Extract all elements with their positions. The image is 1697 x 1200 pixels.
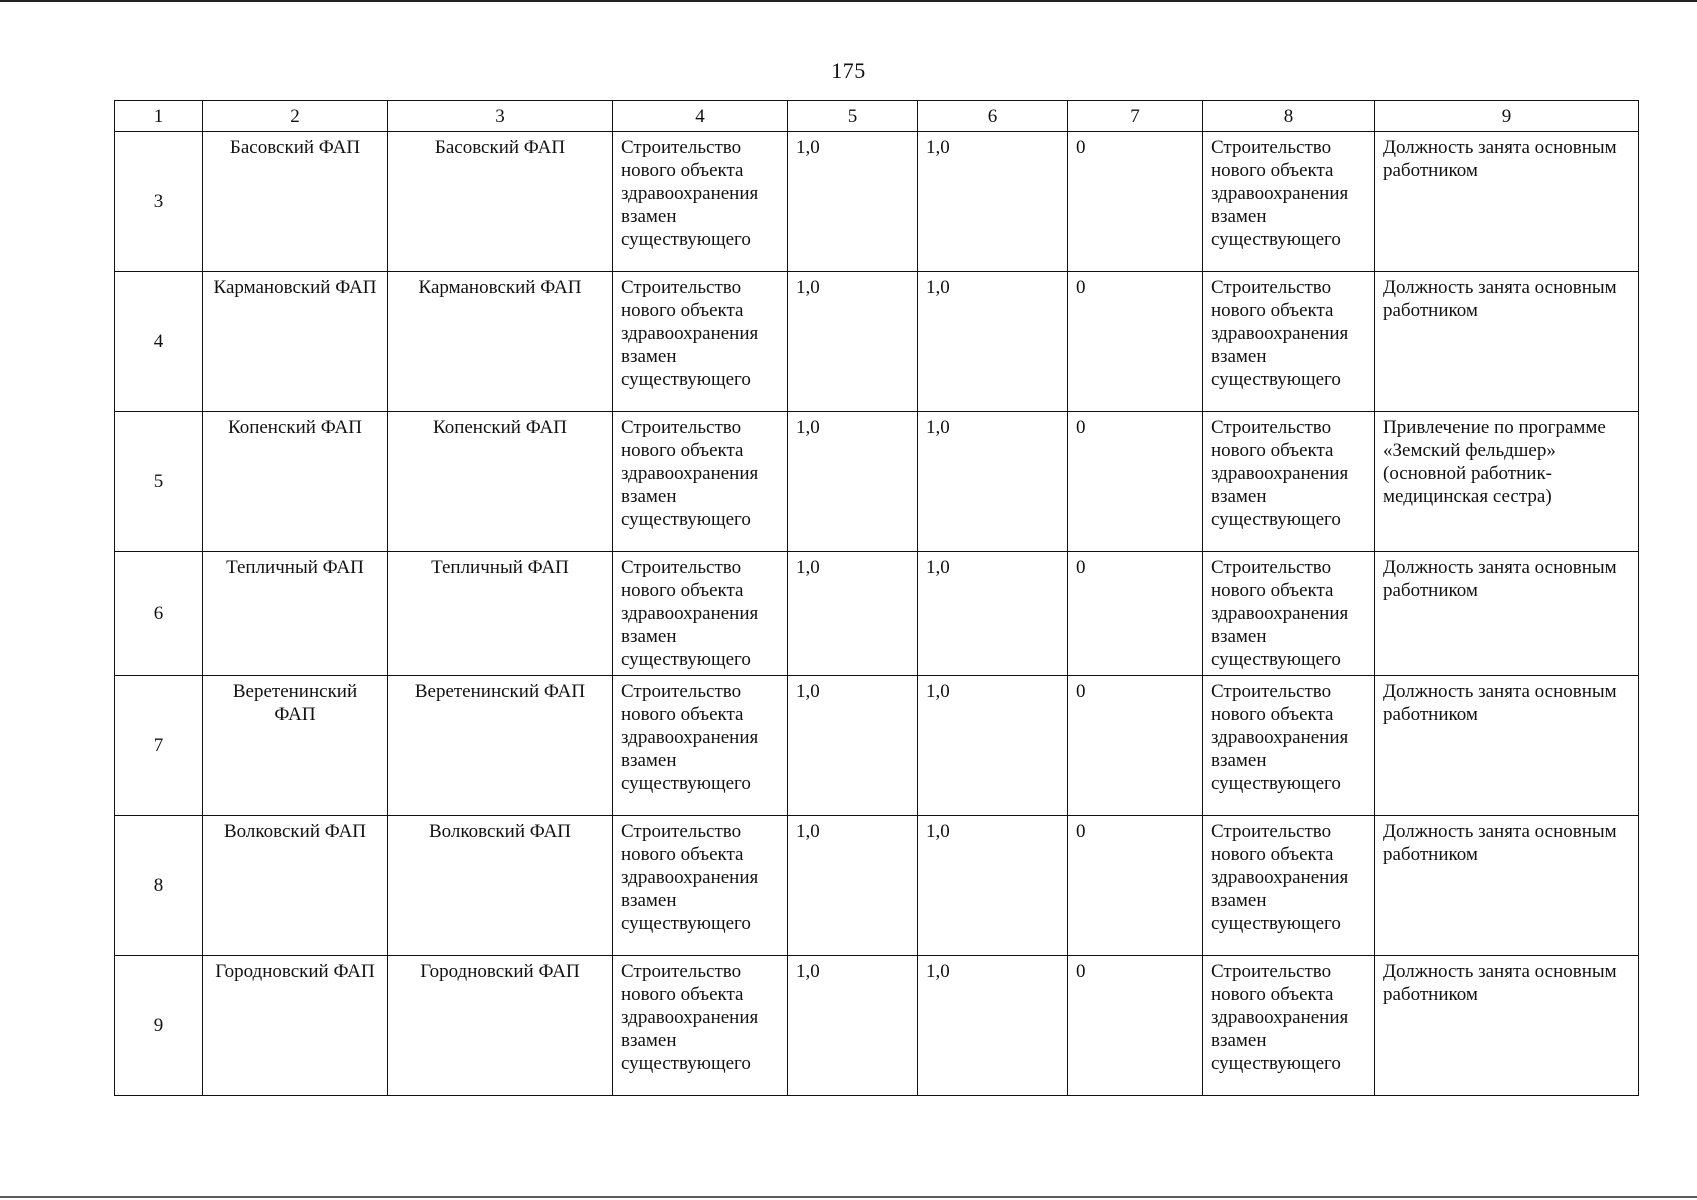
facility-name: Тепличный ФАП xyxy=(203,552,388,676)
table-row xyxy=(115,552,1639,676)
row-number: 3 xyxy=(115,132,203,272)
staffing-note: Должность занята основным работником xyxy=(1375,956,1639,1096)
staffing-note: Должность занята основным работником xyxy=(1375,676,1639,816)
value-col-7: 0 xyxy=(1068,816,1203,956)
action-col-8: Строительство нового объекта здравоохранения взамен существующего xyxy=(1203,816,1375,956)
row-number: 9 xyxy=(115,956,203,1096)
facility-name: Басовский ФАП xyxy=(203,132,388,272)
scan-edge-bottom xyxy=(0,1196,1697,1198)
column-header: 9 xyxy=(1375,101,1639,132)
action-col-8: Строительство нового объекта здравоохранения взамен существующего xyxy=(1203,412,1375,552)
row-number: 5 xyxy=(115,412,203,552)
table-row xyxy=(115,132,1639,272)
value-col-6: 1,0 xyxy=(918,272,1068,412)
value-col-7: 0 xyxy=(1068,956,1203,1096)
value-col-6: 1,0 xyxy=(918,816,1068,956)
facility-object: Веретенинский ФАП xyxy=(388,676,613,816)
row-number: 8 xyxy=(115,816,203,956)
staffing-note: Должность занята основным работником xyxy=(1375,816,1639,956)
row-number: 7 xyxy=(115,676,203,816)
value-col-6: 1,0 xyxy=(918,552,1068,676)
row-number: 4 xyxy=(115,272,203,412)
facility-name: Волковский ФАП xyxy=(203,816,388,956)
value-col-6: 1,0 xyxy=(918,132,1068,272)
value-col-7: 0 xyxy=(1068,132,1203,272)
value-col-6: 1,0 xyxy=(918,956,1068,1096)
facility-object: Басовский ФАП xyxy=(388,132,613,272)
action-col-8: Строительство нового объекта здравоохранения взамен существующего xyxy=(1203,552,1375,676)
facility-object: Копенский ФАП xyxy=(388,412,613,552)
header-row xyxy=(115,101,1639,132)
action-col-8: Строительство нового объекта здравоохранения взамен существующего xyxy=(1203,676,1375,816)
row-number: 6 xyxy=(115,552,203,676)
facility-object: Волковский ФАП xyxy=(388,816,613,956)
value-col-7: 0 xyxy=(1068,676,1203,816)
column-header: 6 xyxy=(918,101,1068,132)
staffing-note: Должность занята основным работником xyxy=(1375,132,1639,272)
value-col-5: 1,0 xyxy=(788,272,918,412)
action-col-8: Строительство нового объекта здравоохранения взамен существующего xyxy=(1203,272,1375,412)
planned-action: Строительство нового объекта здравоохранения взамен существующего xyxy=(613,272,788,412)
value-col-5: 1,0 xyxy=(788,956,918,1096)
value-col-7: 0 xyxy=(1068,552,1203,676)
table-row xyxy=(115,816,1639,956)
staffing-note: Должность занята основным работником xyxy=(1375,552,1639,676)
value-col-6: 1,0 xyxy=(918,412,1068,552)
action-col-8: Строительство нового объекта здравоохранения взамен существующего xyxy=(1203,956,1375,1096)
value-col-5: 1,0 xyxy=(788,816,918,956)
table-row xyxy=(115,956,1639,1096)
column-header: 7 xyxy=(1068,101,1203,132)
value-col-6: 1,0 xyxy=(918,676,1068,816)
column-header: 1 xyxy=(115,101,203,132)
column-header: 8 xyxy=(1203,101,1375,132)
column-header: 4 xyxy=(613,101,788,132)
value-col-5: 1,0 xyxy=(788,552,918,676)
action-col-8: Строительство нового объекта здравоохранения взамен существующего xyxy=(1203,132,1375,272)
table-row xyxy=(115,272,1639,412)
value-col-5: 1,0 xyxy=(788,412,918,552)
staffing-note: Должность занята основным работником xyxy=(1375,272,1639,412)
facility-name: Веретенинский ФАП xyxy=(203,676,388,816)
table-row xyxy=(115,676,1639,816)
table-row xyxy=(115,412,1639,552)
facility-name: Кармановский ФАП xyxy=(203,272,388,412)
facility-object: Городновский ФАП xyxy=(388,956,613,1096)
value-col-5: 1,0 xyxy=(788,676,918,816)
scan-edge-top xyxy=(0,0,1697,2)
planned-action: Строительство нового объекта здравоохранения взамен существующего xyxy=(613,132,788,272)
column-header: 5 xyxy=(788,101,918,132)
staffing-note: Привлечение по программе «Земский фельдшер» (основной работник- медицинская сестра) xyxy=(1375,412,1639,552)
value-col-7: 0 xyxy=(1068,412,1203,552)
facilities-table xyxy=(114,100,1639,1096)
facility-name: Городновский ФАП xyxy=(203,956,388,1096)
page-number: 175 xyxy=(831,58,866,83)
value-col-5: 1,0 xyxy=(788,132,918,272)
facility-name: Копенский ФАП xyxy=(203,412,388,552)
value-col-7: 0 xyxy=(1068,272,1203,412)
planned-action: Строительство нового объекта здравоохранения взамен существующего xyxy=(613,552,788,676)
column-header: 2 xyxy=(203,101,388,132)
planned-action: Строительство нового объекта здравоохранения взамен существующего xyxy=(613,816,788,956)
facility-object: Тепличный ФАП xyxy=(388,552,613,676)
facility-object: Кармановский ФАП xyxy=(388,272,613,412)
planned-action: Строительство нового объекта здравоохранения взамен существующего xyxy=(613,956,788,1096)
column-header: 3 xyxy=(388,101,613,132)
planned-action: Строительство нового объекта здравоохранения взамен существующего xyxy=(613,412,788,552)
planned-action: Строительство нового объекта здравоохранения взамен существующего xyxy=(613,676,788,816)
